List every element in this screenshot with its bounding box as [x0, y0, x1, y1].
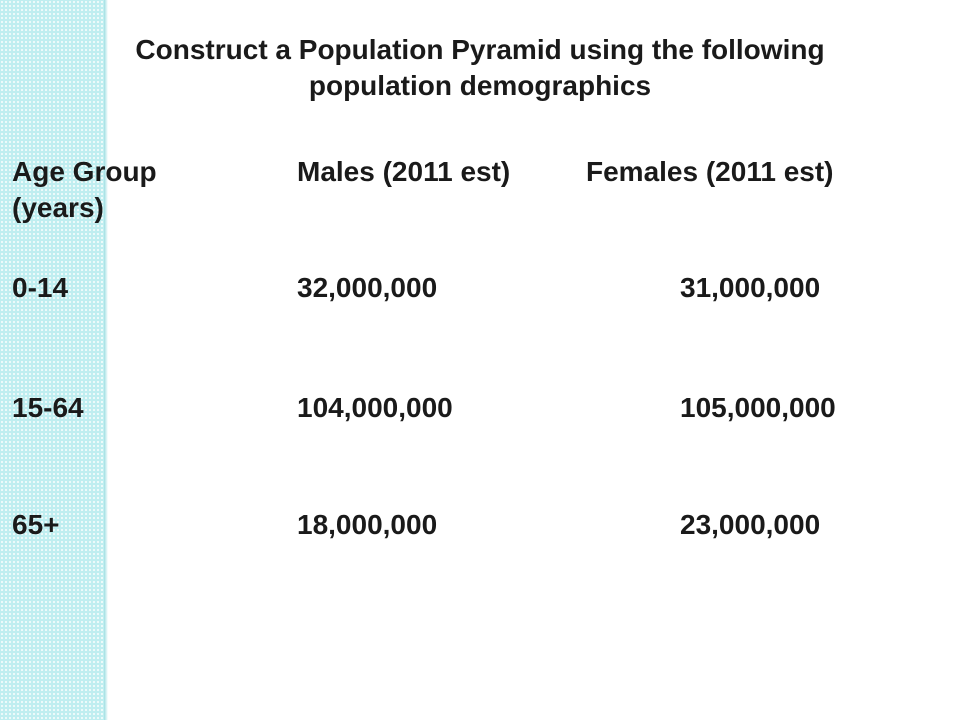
title-line-1: Construct a Population Pyramid using the following [135, 34, 825, 65]
header-age-group: Age Group [12, 156, 157, 187]
header-females: Females (2011 est) [586, 156, 834, 187]
row-age: 15-64 [12, 392, 84, 423]
decorative-side-bar [0, 0, 104, 720]
header-males: Males (2011 est) [297, 156, 511, 187]
side-bar-edge [104, 0, 108, 720]
row-age: 65+ [12, 509, 60, 540]
row-males: 104,000,000 [297, 392, 453, 423]
title-line-2: population demographics [308, 70, 652, 101]
header-age-unit: (years) [12, 192, 104, 223]
row-males: 32,000,000 [297, 272, 438, 303]
row-females: 23,000,000 [680, 509, 821, 540]
row-females: 105,000,000 [680, 392, 836, 423]
slide-title [40, 32, 920, 104]
row-females: 31,000,000 [680, 272, 821, 303]
row-age: 0-14 [12, 272, 69, 303]
row-males: 18,000,000 [297, 509, 438, 540]
